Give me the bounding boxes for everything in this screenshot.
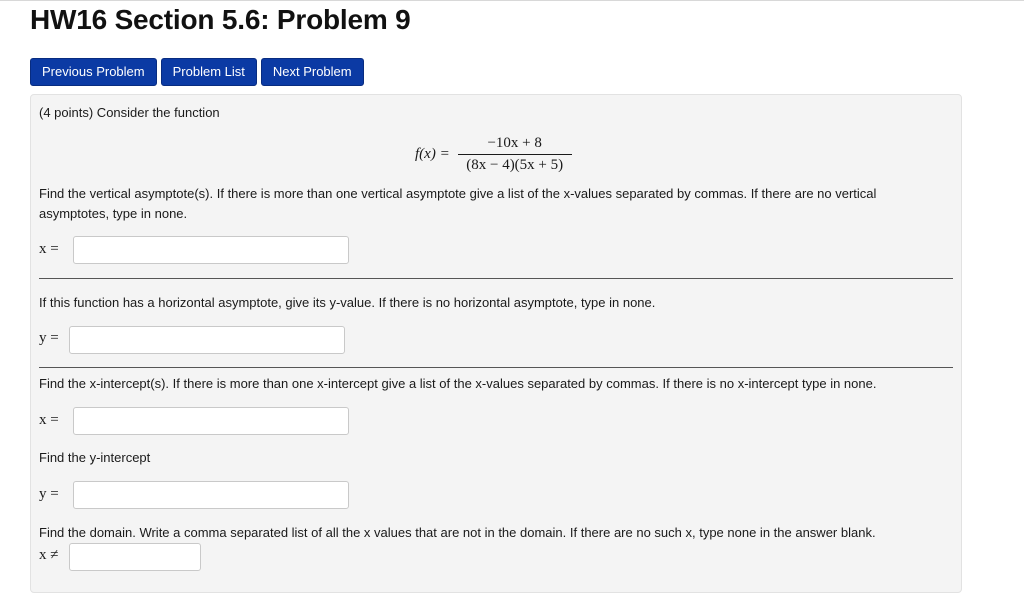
problem-panel <box>30 94 962 593</box>
vertical-asymptote-prompt-line1: Find the vertical asymptote(s). If there is more than one vertical asymptote give a list of the x-values separated by commas. If there are no vertical <box>39 186 877 201</box>
vertical-asymptote-prompt-line2: asymptotes, type in none. <box>39 206 188 221</box>
section-divider <box>39 278 953 279</box>
y-intercept-label: y = <box>39 486 59 502</box>
x-intercept-input[interactable] <box>73 407 349 435</box>
problem-nav <box>30 58 364 86</box>
domain-input[interactable] <box>69 543 201 571</box>
section-divider <box>39 367 953 368</box>
horizontal-asymptote-prompt: If this function has a horizontal asymptote, give its y-value. If there is no horizontal asymptote, type in none. <box>39 295 656 310</box>
domain-prompt: Find the domain. Write a comma separated list of all the x values that are not in the domain. If there are no such x, type none in the answer blank. <box>39 525 876 540</box>
formula-numerator: −10x + 8 <box>458 135 572 155</box>
vertical-asymptote-label: x = <box>39 241 59 257</box>
formula-denominator: (8x − 4)(5x + 5) <box>466 157 564 173</box>
page-title: HW16 Section 5.6: Problem 9 <box>30 4 411 35</box>
top-divider <box>0 0 1024 1</box>
x-intercept-prompt: Find the x-intercept(s). If there is more than one x-intercept give a list of the x-values separated by commas. If there is no x-intercept type in none. <box>39 376 877 391</box>
formula-lhs: f(x) = <box>415 146 450 162</box>
horizontal-asymptote-input[interactable] <box>69 326 345 354</box>
formula-fraction <box>458 135 572 174</box>
function-formula <box>415 135 572 174</box>
y-intercept-input[interactable] <box>73 481 349 509</box>
problem-intro: (4 points) Consider the function <box>39 105 220 120</box>
vertical-asymptote-input[interactable] <box>73 236 349 264</box>
horizontal-asymptote-label: y = <box>39 330 59 346</box>
previous-problem-button[interactable]: Previous Problem <box>30 58 157 86</box>
y-intercept-prompt: Find the y-intercept <box>39 450 151 465</box>
next-problem-button[interactable]: Next Problem <box>261 58 364 86</box>
x-intercept-label: x = <box>39 412 59 428</box>
problem-list-button[interactable]: Problem List <box>161 58 257 86</box>
domain-label: x ≠ <box>39 547 59 563</box>
